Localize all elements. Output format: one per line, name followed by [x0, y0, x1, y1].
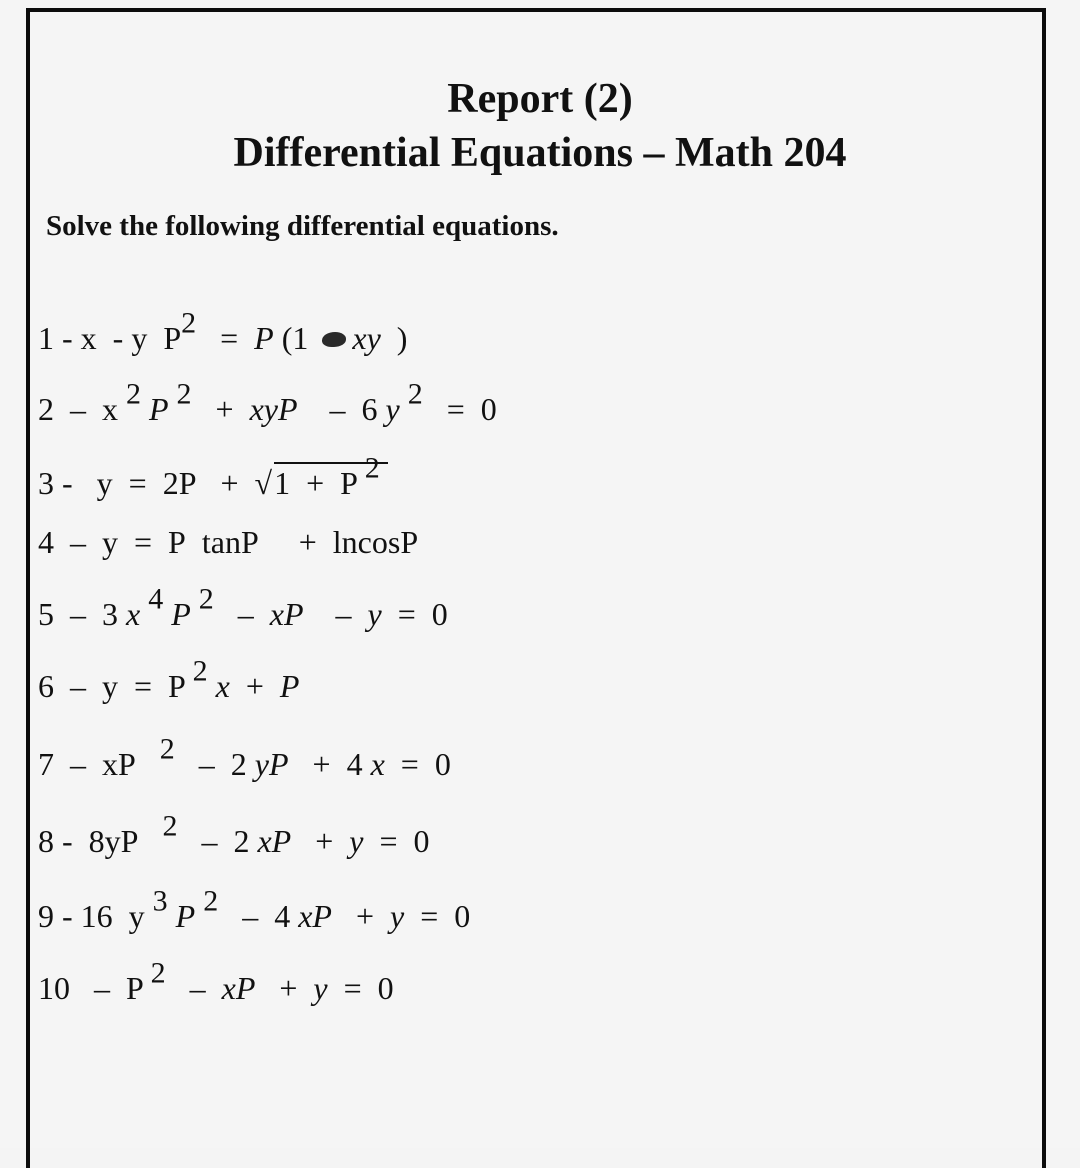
instruction-text: Solve the following differential equations.: [46, 210, 559, 242]
equation-7: 7 – xP $^2$ – 2 yP + 4 x = 0: [38, 732, 451, 782]
equation-6: 6 – y = P $^2$ x + P: [38, 654, 300, 704]
equation-1: 1 - x - y $P^2 = P$ (1 xy ): [38, 306, 408, 356]
equation-3: 3 - y = 2P + √1 + P $^2$: [38, 462, 388, 499]
equation-4: 4 – y = P tanP + lncosP: [38, 524, 419, 560]
course-title: Differential Equations – Math 204: [233, 130, 847, 176]
equation-10: 10 – P $^2$ – xP + y = 0: [38, 956, 394, 1006]
equation-8: 8 - 8yP $^2$ – 2 xP + y = 0: [38, 809, 430, 859]
report-title: Report (2): [447, 76, 633, 122]
equation-5: 5 – 3 x $^4$ P $^2$ – xP – y = 0: [38, 582, 448, 632]
equation-2: 2 – x $^2$ P $^2$ + xyP – 6 y $^2$ = 0: [38, 377, 497, 427]
ink-blot: [322, 332, 346, 347]
equation-9: 9 - 16 y $^3$ P $^2$ – 4 xP + y = 0: [38, 884, 471, 934]
